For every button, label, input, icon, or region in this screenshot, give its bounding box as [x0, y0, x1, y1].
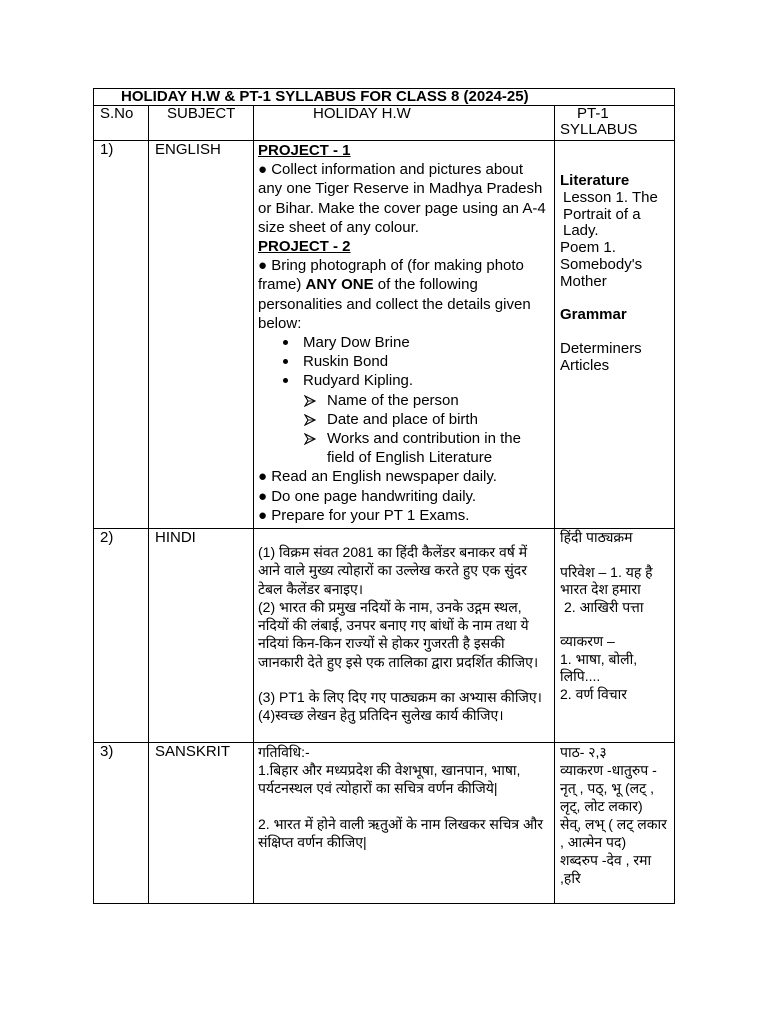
hindi-grammar-heading: व्याकरण –: [560, 633, 615, 650]
project-1-text: ● Collect information and pictures about any one Tiger Reserve in Madhya Pradesh or Bihar. Make the cover page using an A-4 size sheet of any colour.: [258, 161, 546, 236]
task-item: ● Read an English newspaper daily.: [258, 468, 497, 486]
list-item: [258, 333, 551, 352]
hindi-pt1-syllabus-cell: [555, 529, 675, 743]
hindi-task-4: (4)स्वच्छ लेखन हेतु प्रतिदिन सुलेख कार्य कीजिए।: [258, 706, 504, 723]
sanskrit-sev-labh: सेव्, लभ् ( लट् लकार , आत्मेन पद): [560, 816, 667, 850]
bullet-icon: [283, 378, 288, 383]
english-pt1-syllabus-cell: [555, 141, 675, 529]
sanskrit-holiday-hw-cell: [254, 743, 555, 904]
arrowhead-icon: [304, 433, 316, 445]
hindi-task-1: (1) विक्रम संवत 2081 का हिंदी कैलेंडर बनाकर वर्ष में आने वाले मुख्य त्योहारों का उल्लेख करते हुए एक सुंदर टेबल कैलेंडर बनाइए।: [258, 544, 528, 597]
personality-name: Rudyard Kipling.: [303, 372, 414, 390]
bullet-icon: [283, 340, 288, 345]
sanskrit-task-1: 1.बिहार और मध्यप्रदेश की वेशभूषा, खानपान, भाषा, पर्यटनस्थल एवं त्योहारों का सचित्र वर्णन कीजिये|: [258, 762, 521, 796]
page-title: HOLIDAY H.W & PT-1 SYLLABUS FOR CLASS 8 (2024-25): [121, 89, 529, 105]
syllabus-table: [93, 88, 675, 904]
sanskrit-activity-heading: गतिविधि:-: [258, 744, 310, 760]
project-2-text-end: of the following personalities and collect the details given below:: [258, 276, 531, 332]
sanskrit-task-2: 2. भारत में होने वाली ऋतुओं के नाम लिखकर सचित्र और संक्षिप्त वर्णन कीजिए|: [258, 816, 544, 850]
header-syllabus-label: SYLLABUS: [560, 121, 638, 138]
row-hindi-subject: HINDI: [149, 529, 254, 743]
project-2-heading: PROJECT - 2: [258, 238, 351, 256]
row-sanskrit-subject: SANSKRIT: [149, 743, 254, 904]
personality-name: Ruskin Bond: [303, 353, 389, 371]
project-2-text: [258, 256, 551, 333]
list-item: [258, 429, 551, 467]
task-item: ● Prepare for your PT 1 Exams.: [258, 506, 470, 524]
project-1-heading: PROJECT - 1: [258, 142, 351, 159]
literature-lesson: Lesson 1. The Portrait of a Lady.: [563, 188, 658, 240]
hindi-parivesh: परिवेश – 1. यह है भारत देश हमारा: [560, 563, 653, 598]
detail-text: Name of the person: [327, 391, 459, 409]
hindi-task-3: (3) PT1 के लिए दिए गए पाठ्यक्रम का अभ्यास कीजिए।: [258, 689, 542, 706]
row-english-subject: ENGLISH: [149, 141, 254, 529]
header-holiday-hw: HOLIDAY H.W: [254, 106, 555, 141]
list-item: [258, 391, 551, 410]
sanskrit-shabdrup: शब्दरुप -देव , रमा ,हरि: [560, 852, 652, 886]
header-pt1-syllabus: [555, 106, 675, 141]
header-subject: SUBJECT: [149, 106, 254, 141]
grammar-topic: Determiners: [560, 339, 642, 357]
grammar-topic: Articles: [560, 356, 610, 374]
personalities-list: [258, 333, 551, 391]
details-list: [258, 391, 551, 468]
english-holiday-hw-cell: [254, 141, 555, 529]
list-item: [258, 371, 551, 390]
hindi-task-2: (2) भारत की प्रमुख नदियों के नाम, उनके उद्गम स्थल, नदियों की लंबाई, उनपर बनाए गए बांधों के नाम तथा ये नदियां किन-किन राज्यों से होकर गुजरती है इसकी जानकारी देते हुए इसे एक तालिका द्वारा प्रदर्शित कीजिए।: [258, 598, 539, 670]
header-sno: S.No: [94, 106, 149, 141]
table-title-cell: [94, 89, 675, 106]
row-english-sno: 1): [94, 141, 149, 529]
detail-text: Works and contribution in the field of English Literature: [327, 430, 521, 467]
hindi-grammar-topic: 2. वर्ण विचार: [560, 685, 628, 702]
hindi-holiday-hw-cell: [254, 529, 555, 743]
hindi-grammar-topic: 1. भाषा, बोली, लिपि....: [560, 650, 638, 685]
hindi-lesson-2: 2. आखिरी पत्ता: [564, 598, 644, 615]
hindi-syllabus-heading: हिंदी पाठ्यक्रम: [560, 529, 633, 545]
list-item: [258, 352, 551, 371]
bullet-icon: [283, 359, 288, 364]
detail-text: Date and place of birth: [327, 410, 478, 428]
literature-poem: Poem 1. Somebody's Mother: [560, 239, 643, 290]
personality-name: Mary Dow Brine: [303, 334, 410, 352]
list-item: [258, 410, 551, 429]
sanskrit-dhaturup: व्याकरण -धातुरुप - नृत् , पठ्, भू (लट् , लृट्, लोट लकार): [560, 762, 657, 814]
row-hindi-sno: 2): [94, 529, 149, 743]
literature-heading: Literature: [560, 172, 630, 189]
grammar-heading: Grammar: [560, 306, 627, 324]
arrowhead-icon: [304, 395, 316, 407]
project-2-text-start: ● Bring photograph of (for making photo frame): [258, 257, 524, 294]
header-pt1-label: PT-1: [577, 106, 609, 122]
task-item: ● Do one page handwriting daily.: [258, 487, 477, 505]
row-sanskrit-sno: 3): [94, 743, 149, 904]
sanskrit-pt1-syllabus-cell: [555, 743, 675, 904]
arrowhead-icon: [304, 414, 316, 426]
project-2-text-bold: ANY ONE: [305, 276, 374, 294]
sanskrit-lessons: पाठ- २,३: [560, 744, 607, 760]
